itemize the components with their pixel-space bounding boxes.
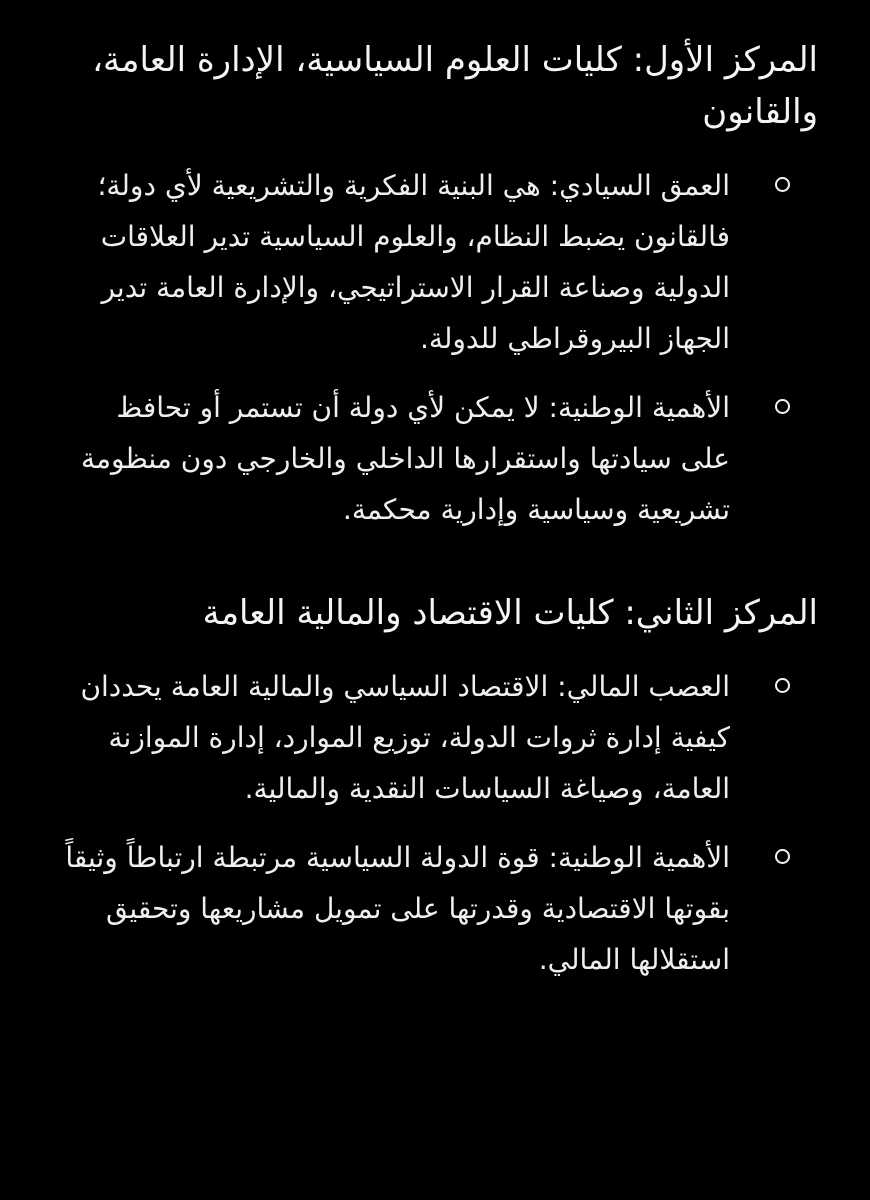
list-item <box>60 382 818 535</box>
list-item-text: العصب المالي: الاقتصاد السياسي والمالية العامة يحددان كيفية إدارة ثروات الدولة، توزيع الموارد، إدارة الموازنة العامة، وصياغة السياسات النقدية والمالية. <box>80 670 730 805</box>
hollow-circle-bullet-icon <box>775 399 790 414</box>
bullet-list <box>60 160 818 535</box>
hollow-circle-bullet-icon <box>775 678 790 693</box>
list-item-text: الأهمية الوطنية: لا يمكن لأي دولة أن تستمر أو تحافظ على سيادتها واستقرارها الداخلي والخارجي دون منظومة تشريعية وسياسية وإدارية محكمة. <box>80 391 730 526</box>
list-item-text: العمق السيادي: هي البنية الفكرية والتشريعية لأي دولة؛ فالقانون يضبط النظام، والعلوم السياسية تدير العلاقات الدولية وصناعة القرار الاستراتيجي، والإدارة العامة تدير الجهاز البيروقراطي للدولة. <box>97 169 730 355</box>
section-first-center <box>60 34 818 535</box>
list-item <box>60 661 818 814</box>
list-item <box>60 160 818 364</box>
hollow-circle-bullet-icon <box>775 849 790 864</box>
list-item-text: الأهمية الوطنية: قوة الدولة السياسية مرتبطة ارتباطاً وثيقاً بقوتها الاقتصادية وقدرتها على تمويل مشاريعها وتحقيق استقلالها المالي. <box>65 841 730 976</box>
section-second-center <box>60 587 818 985</box>
section-heading: المركز الأول: كليات العلوم السياسية، الإدارة العامة، والقانون <box>92 40 818 132</box>
hollow-circle-bullet-icon <box>775 177 790 192</box>
list-item <box>60 832 818 985</box>
bullet-list <box>60 661 818 985</box>
section-heading: المركز الثاني: كليات الاقتصاد والمالية العامة <box>202 593 818 633</box>
